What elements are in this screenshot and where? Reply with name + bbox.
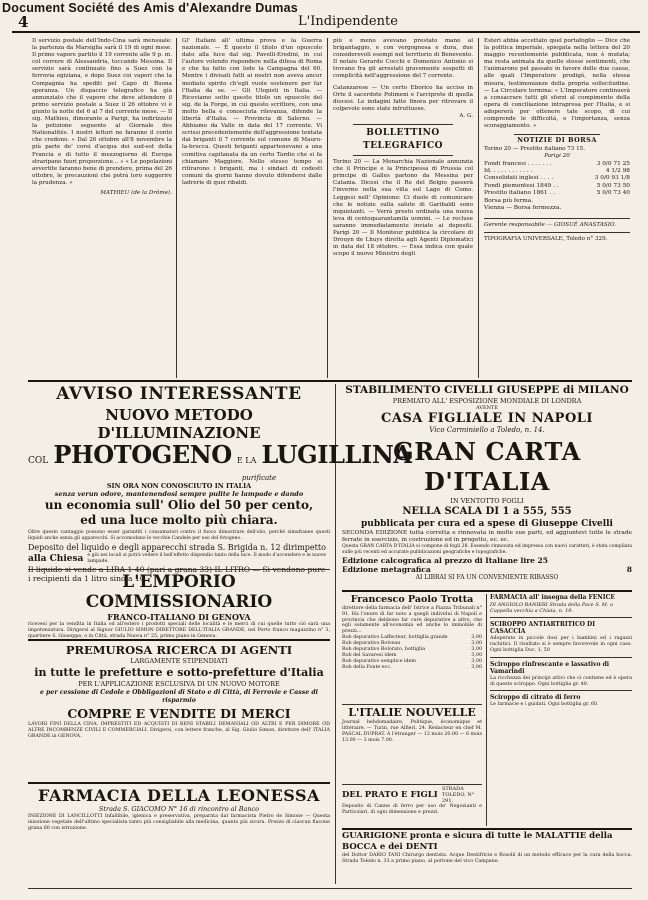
ad-luce: ed una luce molto più chiara. (80, 513, 278, 527)
ad-photogeno-small: Oltre questo vantaggio possono esser garantiti i consumatori contro il fuoco dimostrare dell'olio, perchè simultanee questi liquidi anche senza gli apparecchi. Si accomodano le vecchie Candele per uso del fotogeno. (28, 530, 330, 541)
bottom-rule (28, 888, 632, 889)
column-rule-1 (176, 38, 177, 378)
news-col4-text: Esteri abbia accettato quel portafoglio — Dice che la politica imperiale, spiegata nella lettera del 20 maggio recentemente pubblicata, non è mutata; ma resta animata da quelle stesse sentimenti, che l'animarono pel passato in favore delle due cause, alle quali l'Imperatore prodigò, nella stessa misura, testimonianze della propria sollecitudine. — La Circolare termina: « L'Imperatore continuerà a consacrare tutti gli sforzi al compimento della opera di conciliazione intrapresa per l'Italia, e si adopererà per ottenere tale scopo, di cui comprende le difficoltà, e l'importanza, senza scoraggiamento. » (484, 38, 630, 130)
ad-purificate: purificate (241, 474, 277, 482)
ad-scala: NELLA SCALA DI 1 a 555, 555 (402, 506, 572, 517)
section-divider (28, 380, 632, 382)
column-rule-2 (327, 38, 328, 378)
ad-cessione: e per cessione di Cedole e Obbligazioni di Stato e di Città, di Ferrovie e Casse di risparmio (39, 689, 319, 704)
ad-sciroppo1-text: Adoperato in piccole dosi per i bambini ed i ragazzi rachitici. Il risultato si è sempre favorevole in ogni caso. Ogni bottiglia Duc. 1, 50 (490, 635, 632, 653)
ad-photogeno-line: COL PHOTOGENO E LA LUGILLINA (28, 440, 412, 469)
ad-senza: senza verun odore, mantenendosi sempre pulite le lampade e dando (54, 490, 304, 498)
column-rule-3 (478, 38, 479, 378)
news-col1-text: Il servizio postale dell'Indo-Cina sarà mensuale: la partenza da Marsiglia sarà il 19 di ogni mese. Il primo vapore partito il 19 corrente alle 9 p. m. col correre di Alessandria, toccando Messina. Il servizio sarà continuato fino a Suez con la ferrovia egiziana, e dopo Suez coi vapori che la Compagnia ha spediti pel Capo di Buona speranza. Un dispaccio telegrafico ha già annunziato che il vapore che deve attendere il primo servizio postale a Suez il 26 ottobre vi è giunto la notte del 6 al 7 del corrente mese. — Il sig. Mathieu, dimorante a Parigi, ha indirizzato la petizione seguente al Giornale des Nationalités. I nostri lettori ne faranno il conto che credono. « Dal 26 ottobre all'8 novembre la più parte de' corsi d'acqua dei sud-est della Francia e di tutto il mezzogiorno di Europa straripano fuori proporzione... » « Le popolazioni avvertite faranno bene di prendere, prima del 26 ottobre, le precauzioni che potrà loro suggerire la prudenza. » (32, 38, 172, 186)
ad-trotta (342, 594, 482, 702)
ad-divider (28, 639, 330, 641)
gerente-line: Gerente responsabile — GIOSUÈ ANASTASIO. (484, 222, 616, 229)
ad-metodo-title: NUOVO METODO D'ILLUMINAZIONE (97, 406, 261, 442)
ad-trotta-text: direttore della farmacia dell' Istrice a Piazza Tribunali n° 91. Ha l'onore di far noto a quegli individui di Napoli e provincia che debbono far cure depurative a altro, che egli solamente all'economia ed anche lo immobile di prezzi... (342, 606, 482, 635)
news-col3-signature: A. G. (459, 112, 473, 119)
borsa-row: Prestito italiano 1861 . . 5 0/0 73 40 (484, 190, 630, 197)
ad-prefetture: in tutte le prefetture e sotto-prefetture d'Italia (34, 666, 324, 679)
ad-sciroppo2-title: Sciroppo rinfrescante e lassativo di Vamarindi (490, 660, 610, 676)
borsa-row: Vienna — Borsa fermezza. (484, 204, 562, 211)
ad-deposito: Deposito del liquido e degli apparecchi strada S. Brigida n. 12 dirimpetto (28, 543, 326, 553)
ad-divider (342, 828, 632, 830)
ad-divider (28, 782, 330, 784)
ad-largamente: LARGAMENTE STIPENDIATI (130, 657, 228, 665)
ad-librai: AI LIBRAI SI FA UN CONVENIENTE RIBASSO (415, 574, 559, 582)
ad-economia: un economia sull' Olio del 50 per cento, (44, 498, 314, 512)
ad-del-prato (342, 786, 482, 826)
header-rule (12, 31, 640, 33)
borsa-row: Consolidati inglesi . . . . 3 0/0 93 1/8 (484, 175, 630, 182)
ad-sciroppo2-text: La ricchezza dei principi attivi che ci contiene ed è opera di questo sciroppo. Ogni bottiglia gr. 40. (490, 675, 632, 687)
borsa-table (484, 161, 630, 213)
ad-divider (342, 784, 482, 785)
news-col2-text: Gl' Italiani all' ultima prova e la Guerra nazionale. — È questo il titolo d'un opuscolo dato alla luce dal sig. Pavelli-Eredini, in cui l'autore volendo rispondere nella difesa di Roma e che ha fatto con lode la Campagna del 60. Mentre i divisati fatti ai nostri non aveva ancor mediato spirito ch'egli vuole sostenere per far l'Italia da se. — Gli Utopisti in Italia. — Riceviamo sotto questo titolo un opuscolo del sig. de la Forge, in cui questo scrittore, con una molto bella e conosciuta rilevanza, difende la libertà d'Italia. — Provincia di Salerno. — Abbiamo da Valle in data del 17 corrente. Vi scrissi precedentemente dell'aggressione tentata dai briganti il 7 corrente sul comune di Mauro-la-brucca. Questi briganti appartenevano a una comitiva capitanata da un certo Tardio che si fa chiamare Maggiore. Nello stesso tempo si ritirarono i briganti, ma i sindaci di codesti comuni da giorni hanno dovuto difendersi dalle ladrerie di quei ribaldi. (182, 38, 322, 186)
masthead: L'Indipendente (298, 14, 398, 29)
ad-seconda: SECONDA EDIZIONE tutta corretta e rinnovata in molte sue parti, ed aggiuntevi tutte le strade ferrate in esercizio, in costruzione ed in progetto, ec. ec. (342, 530, 632, 543)
ad-farmacia-leonessa (28, 786, 330, 886)
ad-sin-ora: SIN ORA NON CONOSCIUTO IN ITALIA (106, 482, 252, 490)
news-column-2 (182, 38, 322, 378)
ad-italie-nouvelle (342, 706, 482, 782)
ads-sub-rule (486, 594, 487, 826)
bulletin-text: Torino 20 — La Monarchia Nazionale annunzia che il Principe e la Principessa di Prussia col principe di Galles partono da Messina per Catania. Dicesi che il Re del Belgio passerà l'inverno nella sua villa sul Lago di Como. Leggesi nell' Opinione: Ci duole di comunicare che le notizie sulla salute di Garibaldi sono inquietanti. — Verrà presto ordinata una nuova leva di centoquarantamila uomini. — Le recluse saranno immediatamente inviate ai depositi. Parigi 20 — Il Moniteur pubblica la circolare di Drouyn de Lhuys diretta agli Agenti Diplomatici in data del 18 ottobre. — Essa indica con quale scopo il nuovo Ministro degli (333, 159, 473, 258)
ad-sciroppo1-title: SCIROPPO ANTIARTRITICO DI CASACCIA (490, 620, 596, 636)
ad-emporio-title: L'EMPORIO COMMISSIONARIO (85, 572, 273, 612)
watermark: Document Société des Amis d'Alexandre Dumas (2, 1, 298, 15)
ad-gran-carta-title: GRAN CARTA D'ITALIA (393, 437, 581, 496)
ad-vico: Vico Carminiello a Toledo, n. 14. (429, 426, 545, 434)
ad-italie-text: Journal hebdomadaire, Politique, économique et littéraire. — Turin, rue Alfieri, 24. Rédacteur en chef M. PASCAL DUPRAT. A l'étranger — 12 mois 20.00 — 6 mois 13.00 — 3 mois 7.00. (342, 720, 482, 743)
news-column-3 (333, 38, 473, 378)
trotta-price-row: Rob depurativo Laffecteur, bottiglia grande 3,00 (342, 634, 482, 640)
ad-edizione-2: Edizione metagrafica 8 (342, 565, 632, 575)
trotta-price-row: Rob depurativo Boiveau 3,00 (342, 640, 482, 646)
ad-sciroppo3-title: Sciroppo di citrato di ferro (490, 694, 581, 702)
trotta-price-row: Rob del Savaresi idem 3,00 (342, 652, 482, 658)
ad-sciroppo3-text: Le farmacie e i guidati. Ogni bottiglia gr. 60. (490, 701, 599, 707)
ad-stabilimento: STABILIMENTO CIVELLI GIUSEPPE di MILANO (345, 384, 629, 396)
ad-divider (28, 569, 330, 570)
ad-ventotto: IN VENTOTTO FOGLI (450, 497, 524, 505)
ad-emporio (28, 572, 330, 639)
photogeno-word: PHOTOGENO (53, 440, 232, 469)
news-col3-text: più e meno avevano prestato mano al brigantaggio, e con vergognosa e dura, due considerevoli esempi nel territorio di Benevento. Il notaio Gerardo Cocchi e Domenico Antonio si trovano fra gli arrestati gravemente sospetti di complicità nell'aggressione del 7 corrente. (333, 38, 473, 80)
lugillina-word: LUGILLINA (261, 440, 412, 469)
ad-farmacia-sub: Strada S. GIACOMO N° 16 di rincontro al Banco (98, 805, 260, 813)
ad-farmacia-title: FARMACIA DELLA LEONESSA (38, 786, 320, 805)
ad-avente: AVENTE (476, 405, 498, 411)
ad-farmacia-fenice (490, 594, 632, 826)
tipografia-line: TIPOGRAFIA UNIVERSALE, Toledo n° 329. (484, 236, 608, 243)
borsa-subtitle: Torino 20 — Prestito italiano 73 15. (484, 146, 586, 153)
ad-trotta-title: Francesco Paolo Trotta (350, 594, 474, 605)
ad-civelli (342, 384, 632, 590)
ad-prato-text: Deposito di Canne di ferro per uso de' Negozianti e Particolari, di ogni dimensione e prezzi. (342, 804, 482, 815)
borsa-row: Fondi piemontesi 1849 . . 5 0/0 73 50 (484, 182, 630, 189)
ad-carta-text: Questa GRAN CARTA D'ITALIA si compone di fogli 28. Essendo rinnovata ed impressa con nuovi caratteri, è stata compilata sulle più recenti ed accurate pubblicazioni geografiche e topografiche. (342, 544, 632, 555)
ad-guarigione-title: GUARIGIONE pronta e sicura di tutte le MALATTIE della BOCCA e dei DENTI (342, 831, 613, 852)
ad-edizione-1: Edizione calcografica al prezzo di Italiane lire 25 (342, 556, 548, 566)
news-column-4 (484, 38, 630, 378)
ad-chiesa-line: alla Chiesa e giù nei locali si potrà vedere il bell'effetto dispendio tanto della luce. Il modo d'accendere e le nuove lampade. (28, 553, 327, 564)
ad-divider (342, 704, 482, 705)
news-col3-catanzarese: Catanzarese — Un certo Eborico ha ucciso in Orte il sacerdote Polimeni e l'arciprete di quella diocesi. Le indagini fatte finora per ritrovare il colpevole sono state infruttuose. (333, 84, 473, 112)
ad-prezzo: Il liquido si vende a LIRA 1 40 (pari a grana 33) IL LITRO — Si vendono pure i recipienti da 1 litro sino a 10. (28, 565, 326, 584)
borsa-title: NOTIZIE DI BORSA (517, 136, 597, 145)
ad-divider (342, 590, 632, 592)
ad-fenice-title: FARMACIA all' insegna della FENICE (490, 594, 615, 601)
ad-fenice-addr: DI ANGIOLO RANIERI Strada della Pace S. M. a Cappella vecchia a Chiaia, n. 19. (490, 601, 614, 614)
ad-emporio-sub: FRANCO-ITALIANO DI GENOVA (107, 612, 251, 622)
trotta-price-row: Rob depurativo Bolorato, bottiglia 3,00 (342, 646, 482, 652)
borsa-row: Borsa più ferma. (484, 197, 534, 204)
trotta-price-row: Rob depurativo semplice idem 3,00 (342, 658, 482, 664)
ad-casa-figliale: CASA FIGLIALE IN NAPOLI (380, 411, 593, 426)
ad-photogeno (28, 384, 412, 584)
ad-premiato: PREMIATO ALL' ESPOSIZIONE MONDIALE DI LONDRA (392, 397, 582, 405)
news-column-1 (32, 38, 172, 368)
ad-applicazione: PER L'APPLICAZIONE ESCLUSIVA DI UN NUOVO MOTORE (78, 680, 280, 688)
trotta-price-row: Rob della Fonte ecc. 3,00 (342, 664, 482, 670)
ad-emporio-text: ricevesi per la vendita in Italia od all'estero i prodotti speciali delle località e le merci di cui quelle tutto ciò sarà una impotenzatura. Dirigersi al Signor GIULIO SIMON DIRETTORE DELL'ITALIA GRANDE, nel Porto franco magazzino n° 3, quartiere S. Giuseppe, o in Città, strada Nuova n° 25, primo piano in Genova. (28, 622, 330, 639)
page-number: 4 (18, 13, 29, 31)
ad-farmacia-text: INIEZIONE DI LANCILLOTTI Infallibile, igienica e preservativa, preparata dal farmacista Pietro de Simone — Questa iniezione vegetale dell'ultimo specialista tanto più consigliabile alla medicina, quanto più sicura. Prezzo di ciascun flacone grana 60 con istruzione. (28, 814, 330, 831)
ad-guarigione-text: del Dottor DARIO TANI Chirurgo dentista. Acque Dentifricie e Rosolii di un metodo efficace per la cura della bocca. Strada Toledo n. 33 a primo piano, al portone del vico Campane. (342, 853, 632, 864)
ad-premurosa-title: PREMUROSA RICERCA DI AGENTI (65, 643, 293, 657)
ad-prato-header: DEL PRATO E FIGLI STRADA TOLEDO, N° 291. (342, 786, 475, 804)
ad-agenti (28, 643, 330, 779)
borsa-row: Id. . . . . . . . . . . . 4 1/2 98 (484, 167, 630, 174)
ad-guarigione (342, 831, 632, 887)
borsa-parigi: Parigi 20 (544, 153, 570, 160)
trotta-price-list (342, 635, 482, 671)
ad-compre-title: COMPRE E VENDITE DI MERCI (67, 706, 291, 721)
ad-avviso-title: AVVISO INTERESSANTE (56, 384, 302, 404)
ad-compre-text: LAVORI FINI DELLA CINA, IMPRESTITI ED ACQUISTI DI BENI STABILI DEMANIALI OD ALTRI E PER DIMORE OD ALTRE INCOMBENZE CIVILI E COMMERCIALI. Dirigersi, con lettere franche, al Sig. Giulio Simon, direttore dell' ITALIA GRANDE in GENOVA. (28, 722, 330, 739)
bulletin-title: BOLLETTINO TELEGRAFICO (363, 128, 443, 152)
ad-italie-title: L'ITALIE NOUVELLE (348, 706, 476, 719)
news-col1-signature: MATHIEU (de la Drôme). (100, 189, 172, 196)
borsa-row: Fondi francesi . . . . . . . 3 0/0 71 25 (484, 160, 630, 167)
ad-pubblicata: pubblicata per cura ed a spese di Giuseppe Civelli (361, 519, 613, 529)
